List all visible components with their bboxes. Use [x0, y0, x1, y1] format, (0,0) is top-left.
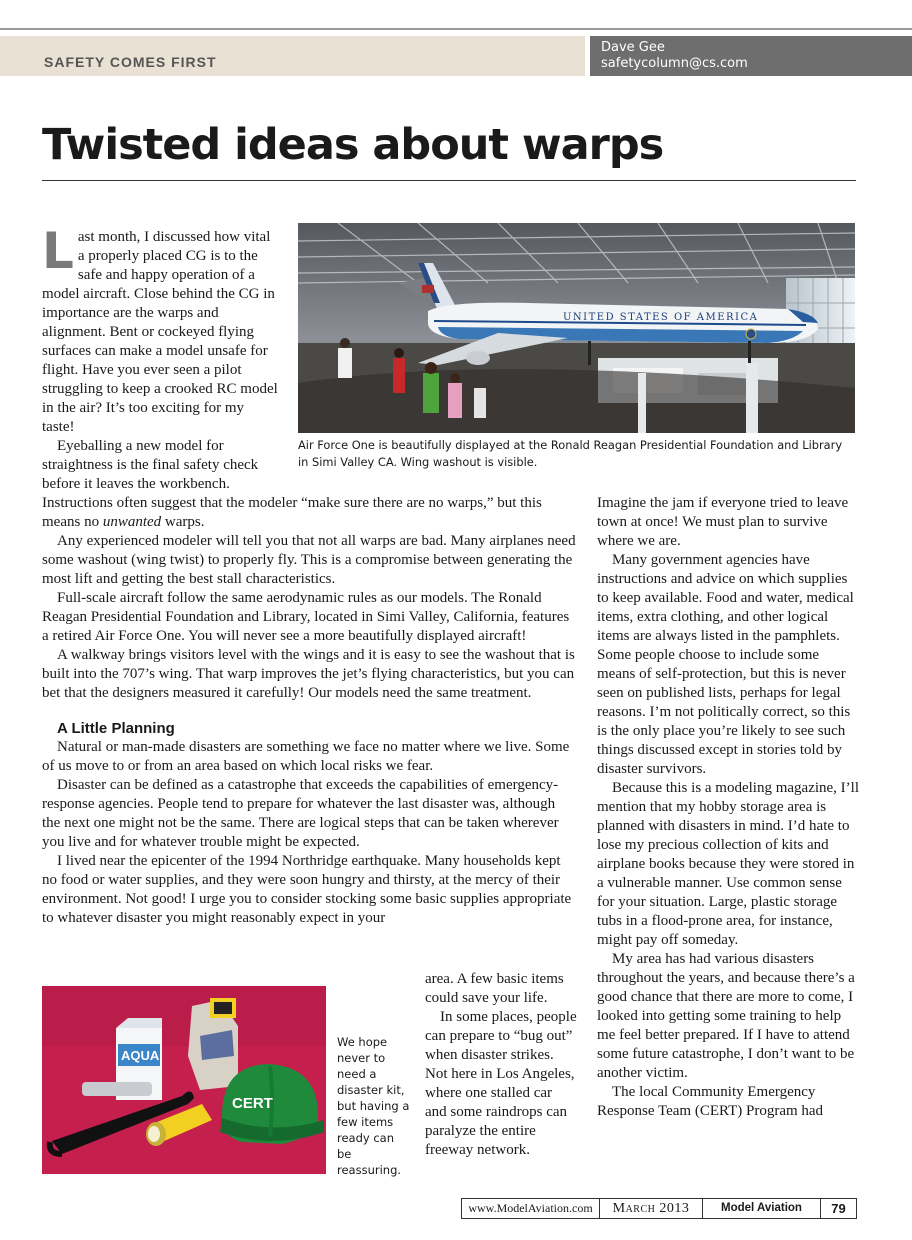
helmet-label: CERT [232, 1095, 273, 1112]
intro-text: ast month, I discussed how vital a properly placed CG is to the safe and happy operation of a model aircraft. Close behind the CG in importance are the warps and alignment. Bent or cockeyed flying surfaces can make a model unsafe for flight. Have you ever seen a pilot struggling to keep a crooked RC model in the air? It’s too exciting for my taste! [42, 229, 278, 435]
paragraph: A walkway brings visitors level with the wings and it is easy to see the washout that is built into the 707’s wing. That warp improves the jet’s flying characteristics, but you can bet that the designers measured it carefully! Our models need the same treatment. [42, 647, 575, 701]
paragraph: My area has had various disasters throughout the years, and because there’s a good chance that there are more to come, I looked into getting some training to help me feel better prepared. If I have to attend some future catastrophe, I don’t want to be another victim. [597, 951, 855, 1081]
paragraph: Many government agencies have instructions and advice on which supplies to keep available. Food and water, medical items, extra clothing, and other logical items are always listed in the pamphlets. Some people choose to include some means of self-protection, but this is never seen on published lists, perhaps for legal reasons. I’m not politically correct, so this is the only place you’re likely to see such things discussed except in stories told by disaster survivors. [597, 552, 854, 777]
right-column [597, 494, 859, 1121]
drop-cap: L [42, 222, 74, 280]
paragraph: Because this is a modeling magazine, I’ll mention that my hobby storage area is planned with disasters in mind. I’d hate to lose my precious collection of kits and airplane books because they were stored in a vulnerable manner. Use common sense for your situation. Large, plastic storage tubs in a flood-prone area, for instance, might pay off someday. [597, 780, 860, 948]
air-force-one-photo [298, 223, 855, 433]
paragraph: Natural or man-made disasters are something we face no matter where we live. Some of us move to or from an area based on which local risks we fear. [42, 739, 570, 774]
paragraph: Eyeballing a new model for straightness is the final safety check before it leaves the workbench. [42, 438, 259, 492]
paragraph: The local Community Emergency Response Team (CERT) Program had [597, 1084, 824, 1119]
paragraph: area. A few basic items could save your life. [425, 971, 564, 1006]
disaster-kit-photo [42, 986, 326, 1174]
intro-column [42, 222, 278, 494]
author-email[interactable]: safetycolumn@cs.com [601, 56, 748, 71]
section-title: SAFETY COMES FIRST [44, 54, 217, 70]
fuselage-lettering: UNITED STATES OF AMERICA [563, 312, 759, 323]
footer-magazine: Model Aviation [703, 1199, 821, 1218]
paragraph: Any experienced modeler will tell you that not all warps are bad. Many airplanes need some washout (wing twist) to properly fly. This is a compromise between generating the most lift and getting the best stall characteristics. [42, 533, 576, 587]
paragraph: Full-scale aircraft follow the same aerodynamic rules as our models. The Ronald Reagan Presidential Foundation and Library, located in Simi Valley, California, features a retired Air Force One. You will never see a more beautifully displayed aircraft! [42, 590, 570, 644]
intro-paragraph [42, 222, 278, 437]
author-name: Dave Gee [601, 40, 665, 55]
emphasis: unwanted [102, 514, 162, 530]
section-header [0, 36, 585, 76]
top-rule [0, 28, 912, 30]
carton-label: AQUA [121, 1048, 160, 1063]
text-run: warps. [161, 514, 205, 530]
paragraph [42, 494, 576, 532]
title-rule [42, 180, 856, 181]
paragraph: I lived near the epicenter of the 1994 Northridge earthquake. Many households kept no food or water supplies, and they were soon hungry and thirsty, at the mercy of their environment. Not good! I urge you to consider stocking some basic supplies appropriate to whatever disaster you might reasonably expect in your [42, 853, 572, 926]
photo-caption: We hope never to need a disaster kit, but having a few items ready can be reassuring. [337, 1035, 410, 1177]
footer-url[interactable]: www.ModelAviation.com [462, 1199, 600, 1218]
author-block [590, 36, 912, 76]
narrow-column [425, 970, 577, 1160]
paragraph: In some places, people can prepare to “bug out” when disaster strikes. Not here in Los Angeles, where one stalled car and some raindrops can paralyze the entire freeway network. [425, 1009, 577, 1158]
paragraph: Disaster can be defined as a catastrophe that exceeds the capabilities of emergency-response agencies. People tend to prepare for whatever the last disaster was, although the next one might not be the same. There are logical steps that can be taken wherever you live and for whatever trouble might be expected. [42, 777, 559, 850]
page-number: 79 [831, 1201, 846, 1216]
page-footer [461, 1198, 857, 1219]
footer-date: March 2013 [600, 1199, 703, 1218]
photo-caption: Air Force One is beautifully displayed at the Ronald Reagan Presidential Foundation and Library in Simi Valley CA. Wing washout is visible. [298, 438, 843, 469]
article-title: Twisted ideas about warps [42, 120, 664, 170]
paragraph: Imagine the jam if everyone tried to leave town at once! We must plan to survive where we are. [597, 495, 849, 549]
subheading: A Little Planning [57, 720, 175, 737]
text-run: Instructions often suggest that the modeler “make sure there are no warps,” but this means no [42, 495, 542, 530]
main-column [42, 494, 576, 928]
